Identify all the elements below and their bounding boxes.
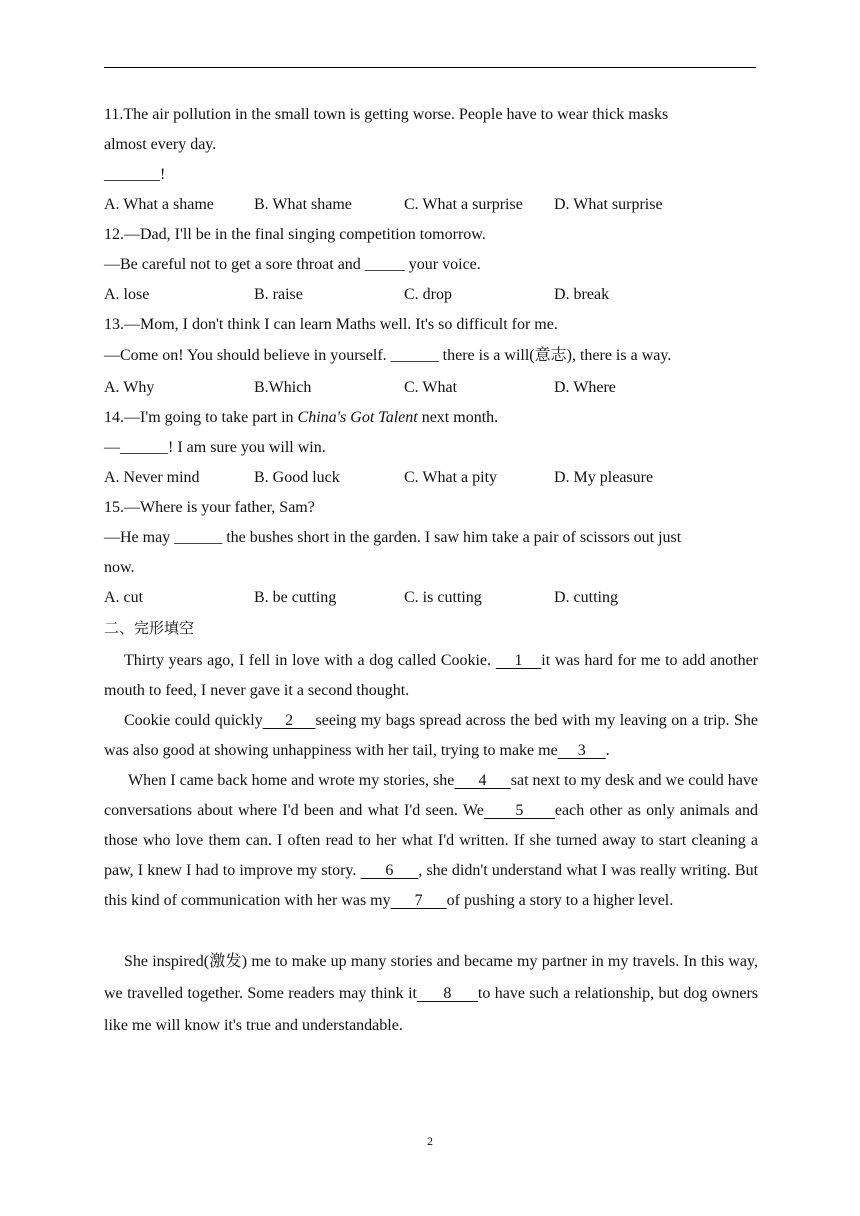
p4-text-2: to have such a relationship, but dog owners like me will know it's true and understandable. — [104, 985, 759, 1034]
q12-option-c[interactable]: C. drop — [404, 286, 452, 303]
q12-option-a[interactable]: A. lose — [104, 286, 150, 303]
q12-line-2: —Be careful not to get a sore throat and _____ your voice. — [104, 256, 481, 273]
q13-option-c[interactable]: C. What — [404, 379, 458, 396]
blank-4[interactable]: 4 — [454, 772, 511, 789]
blank-2[interactable]: 2 — [262, 712, 316, 729]
q11-option-d[interactable]: D. What surprise — [554, 196, 663, 213]
p3-text-2: sat next to my desk and we could have conversations about where I'd been and what I'd seen. We — [104, 772, 759, 819]
blank-5[interactable]: 5 — [483, 802, 555, 819]
p4-text-1: She inspired(激发) me to make up many stories and became my partner in my travels. In this way, we travelled together. Some readers may think it — [104, 953, 758, 1002]
q11-line-2: almost every day. — [104, 136, 217, 153]
p2-text-2: seeing my bags spread across the bed with my leaving on a trip. She was also good at showing unhappiness with her tail, trying to make me — [104, 712, 759, 759]
q14-line-1-post: next month. — [417, 409, 499, 426]
q13-option-b[interactable]: B.Which — [254, 379, 312, 396]
q15-line-3: now. — [104, 559, 135, 576]
blank-7[interactable]: 7 — [390, 892, 447, 909]
p1-text-2: it was hard for me to add another mouth to feed, I never gave it a second thought. — [104, 652, 759, 699]
q15-option-c[interactable]: C. is cutting — [404, 589, 482, 606]
p1-text-1: Thirty years ago, I fell in love with a dog called Cookie. — [124, 652, 496, 669]
blank-1[interactable]: 1 — [495, 652, 542, 669]
q13-option-d[interactable]: D. Where — [554, 379, 616, 396]
q13-option-a[interactable]: A. Why — [104, 379, 155, 396]
passage-paragraph-3 — [104, 766, 758, 916]
q11-line-1: 11.The air pollution in the small town is getting worse. People have to wear thick masks — [104, 106, 669, 123]
p2-text-3: . — [605, 742, 610, 759]
header-rule — [104, 67, 756, 68]
q11-option-b[interactable]: B. What shame — [254, 196, 352, 213]
passage-paragraph-2 — [104, 706, 758, 766]
q15-option-b[interactable]: B. be cutting — [254, 589, 337, 606]
p3-text-5: of pushing a story to a higher level. — [446, 892, 674, 909]
q14-line-1-pre: 14.—I'm going to take part in — [104, 409, 298, 426]
page-number: 2 — [427, 1134, 433, 1148]
passage-paragraph-4 — [104, 946, 758, 1042]
q11-line-3: _______! — [104, 166, 166, 183]
q14-option-a[interactable]: A. Never mind — [104, 469, 200, 486]
blank-6[interactable]: 6 — [360, 862, 419, 879]
q13-line-2: —Come on! You should believe in yourself. ______ there is a will(意志), there is a way. — [104, 347, 672, 364]
q15-option-a[interactable]: A. cut — [104, 589, 144, 606]
blank-3[interactable]: 3 — [557, 742, 606, 759]
q12-option-d[interactable]: D. break — [554, 286, 610, 303]
p3-text-1: When I came back home and wrote my stories, she — [128, 772, 455, 789]
q14-option-b[interactable]: B. Good luck — [254, 469, 340, 486]
q15-line-2: —He may ______ the bushes short in the garden. I saw him take a pair of scissors out just — [104, 529, 682, 546]
q13-line-1: 13.—Mom, I don't think I can learn Maths well. It's so difficult for me. — [104, 316, 558, 333]
q14-line-1 — [104, 408, 498, 428]
blank-8[interactable]: 8 — [416, 985, 478, 1002]
p3-text-4: , she didn't understand what I was really writing. But this kind of communication with her was my — [104, 862, 759, 909]
q12-line-1: 12.—Dad, I'll be in the final singing competition tomorrow. — [104, 226, 486, 243]
q11-option-c[interactable]: C. What a surprise — [404, 196, 523, 213]
show-title: China's Got Talent — [297, 409, 418, 426]
p3-text-3: each other as only animals and those who love them can. I often read to her what I'd written. If she turned away to start cleaning a paw, I knew I had to improve my story. — [104, 802, 759, 879]
section-heading: 二、完形填空 — [104, 619, 195, 637]
passage-paragraph-1 — [104, 646, 758, 706]
q12-option-b[interactable]: B. raise — [254, 286, 303, 303]
p2-text-1: Cookie could quickly — [124, 712, 263, 729]
q14-option-c[interactable]: C. What a pity — [404, 469, 498, 486]
q11-option-a[interactable]: A. What a shame — [104, 196, 214, 213]
q15-option-d[interactable]: D. cutting — [554, 589, 618, 606]
q14-option-d[interactable]: D. My pleasure — [554, 469, 654, 486]
q15-line-1: 15.—Where is your father, Sam? — [104, 499, 315, 516]
q14-line-2: —______! I am sure you will win. — [104, 439, 326, 456]
